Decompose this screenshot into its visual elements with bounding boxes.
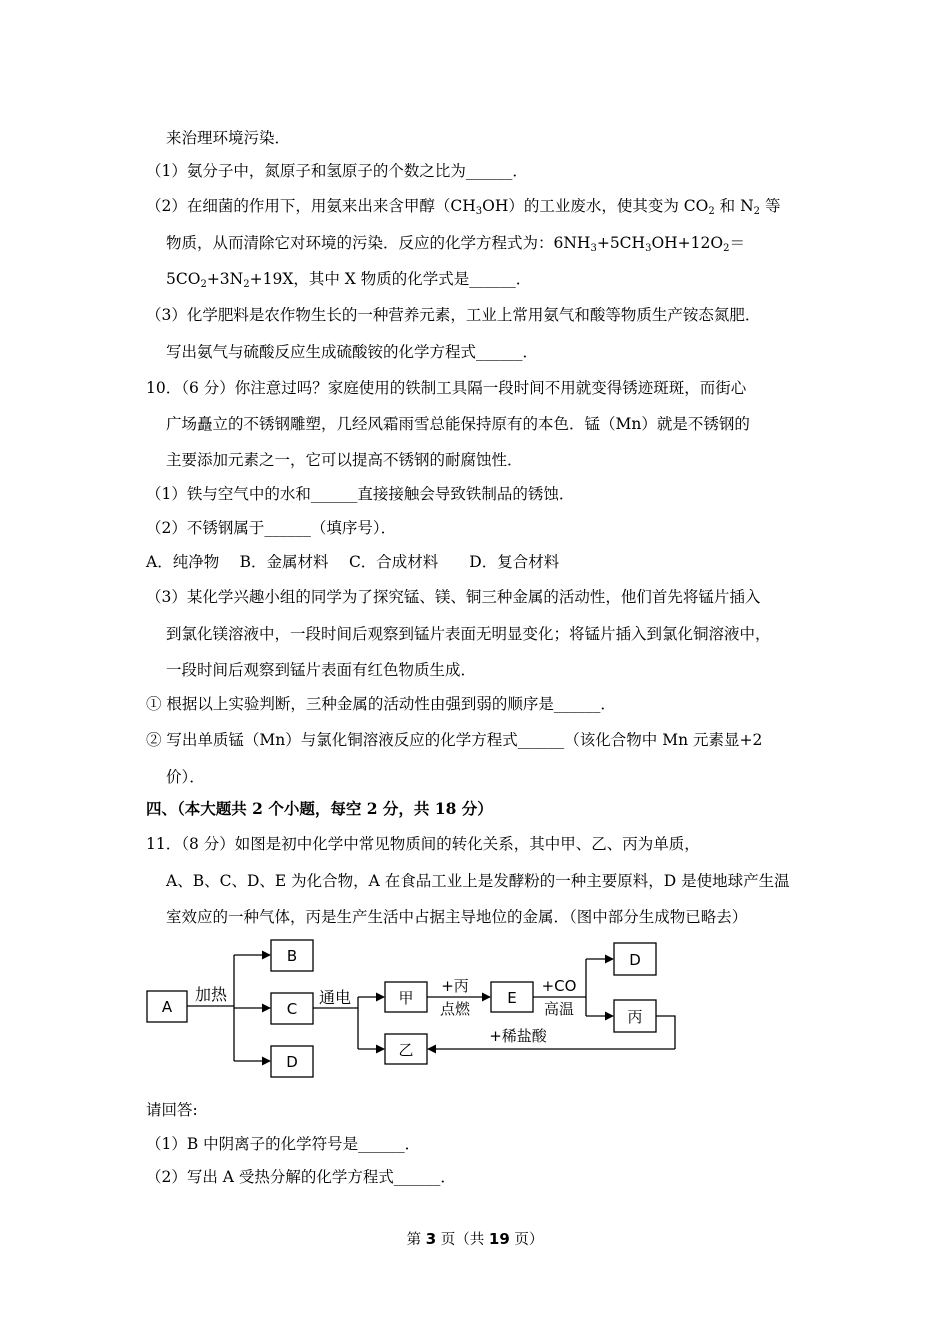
conversion-diagram: [140, 935, 700, 1095]
label-plus-bing: +丙: [441, 977, 469, 995]
label-high-temp: 高温: [543, 1000, 575, 1018]
text-line-18: ② 写出单质锰（Mn）与氯化铜溶液反应的化学方程式______（该化合物中 Mn 元素显+2: [146, 731, 763, 749]
box-a-label: A: [161, 998, 173, 1016]
text-line-7: 写出氨气与硫酸反应生成硫酸铵的化学方程式______．: [166, 343, 539, 361]
text-line-9: 广场矗立的不锈钢雕塑，几经风霜雨雪总能保持原有的本色．锰（Mn）就是不锈钢的: [166, 415, 750, 433]
box-jia-label: 甲: [398, 989, 414, 1007]
label-ignite: 点燃: [439, 1000, 471, 1018]
text-line-11: （1）铁与空气中的水和______直接接触会导致铁制品的锈蚀．: [146, 485, 575, 503]
text-line-14: （3）某化学兴趣小组的同学为了探究锰、镁、铜三种金属的活动性，他们首先将锰片插入: [146, 588, 761, 606]
box-d2-label: D: [629, 951, 641, 969]
text-line-2: （1）氨分子中，氮原子和氢原子的个数之比为______．: [146, 162, 528, 180]
question-10-stem: 10．（6 分）你注意过吗？家庭使用的铁制工具隔一段时间不用就变得锈迹斑斑，而街心: [146, 379, 747, 397]
text-line-15: 到氯化镁溶液中，一段时间后观察到锰片表面无明显变化；将锰片插入到氯化铜溶液中，: [166, 625, 771, 643]
section-heading: 四、（本大题共 2 个小题，每空 2 分，共 18 分）: [146, 799, 493, 818]
text-line-6: （3）化学肥料是农作物生长的一种营养元素，工业上常用氨气和酸等物质生产铵态氮肥．: [146, 306, 761, 324]
text-line-10: 主要添加元素之一，它可以提高不锈钢的耐腐蚀性．: [166, 451, 523, 469]
text-line-5: $5CO_2+3N_2+19X$，其中 X 物质的化学式是______．: [166, 270, 532, 290]
box-yi-label: 乙: [398, 1041, 414, 1059]
text-line-1: 来治理环境污染．: [166, 129, 291, 147]
question-11-stem: 11．（8 分）如图是初中化学中常见物质间的转化关系，其中甲、乙、丙为单质，: [146, 835, 700, 853]
text-line-3: （2）在细菌的作用下，用氨来出来含甲醇$(CH_3OH)$的工业废水，使其变为 $CO_2$ 和 $N_2$ 等: [146, 197, 781, 217]
text-line-26: （2）写出 A 受热分解的化学方程式______．: [146, 1168, 456, 1186]
box-d1-label: D: [286, 1053, 298, 1071]
page-number: 3: [425, 1230, 437, 1248]
text-line-17: ① 根据以上实验判断，三种金属的活动性由强到弱的顺序是______．: [146, 695, 616, 713]
text-line-25: （1）B 中阴离子的化学符号是______．: [146, 1135, 421, 1153]
text-line-24: 请回答:: [146, 1101, 198, 1119]
options-line: A．纯净物 B．金属材料 C．合成材料 D．复合材料: [146, 553, 560, 571]
box-b-label: B: [286, 947, 298, 965]
text-line-23: 室效应的一种气体，丙是生产生活中占据主导地位的金属．（图中部分生成物已略去）: [166, 908, 748, 926]
label-heat: 加热: [194, 985, 228, 1004]
total-pages: 19: [488, 1230, 510, 1248]
text-line-19: 价）．: [166, 768, 205, 786]
text-line-12: （2）不锈钢属于______（填序号）．: [146, 519, 397, 537]
text-line-4: 物质，从而清除它对环境的污染．反应的化学方程式为：$6NH_3+5CH_3OH+12O_2=$: [166, 234, 745, 254]
label-electrolysis: 通电: [318, 988, 352, 1007]
page-footer: 第 3 页（共 19 页）: [406, 1230, 544, 1248]
box-bing-label: 丙: [627, 1008, 643, 1026]
box-e-label: E: [507, 989, 517, 1007]
text-line-16: 一段时间后观察到锰片表面有红色物质生成．: [166, 661, 477, 679]
label-plus-co: +CO: [541, 977, 577, 995]
text-line-22: A、B、C、D、E 为化合物，A 在食品工业上是发酵粉的一种主要原料，D 是使地球产生温: [166, 872, 790, 890]
label-dilute-hcl: +稀盐酸: [489, 1027, 547, 1045]
box-c-label: C: [286, 1000, 298, 1018]
